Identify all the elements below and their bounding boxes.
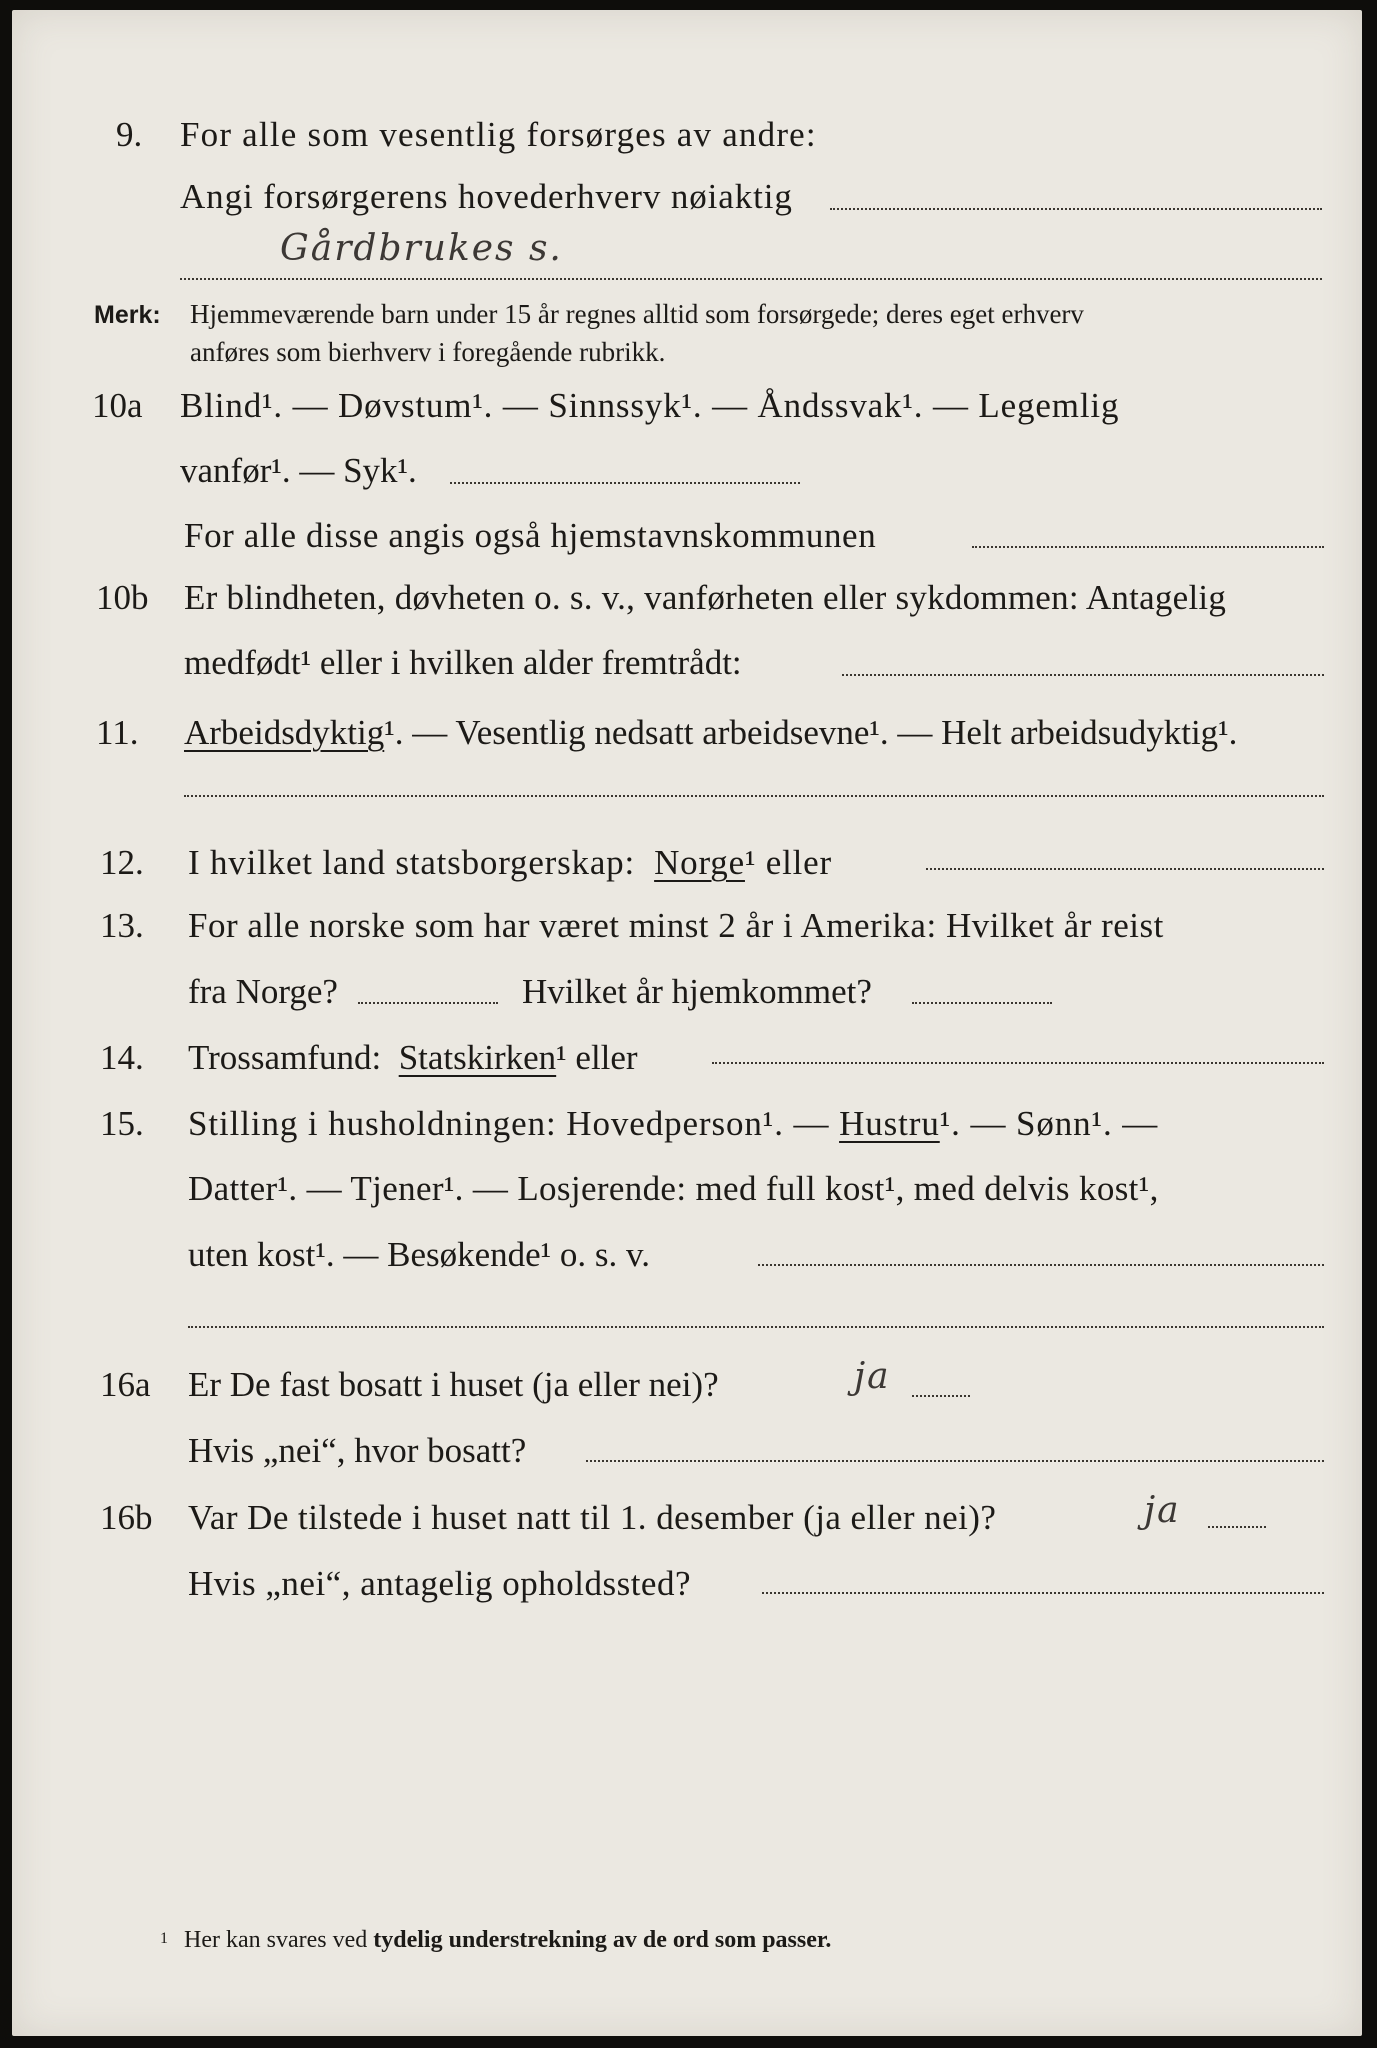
q16b-line2-dotline bbox=[762, 1592, 1324, 1594]
q9-answer-dotline bbox=[830, 208, 1322, 210]
merk-label-text: Merk: bbox=[94, 301, 161, 329]
q10b-number: 10b bbox=[96, 578, 149, 617]
q10a-line1: Blind¹. — Døvstum¹. — Sinnssyk¹. — Åndssvak¹. — Legemlig bbox=[180, 386, 1120, 425]
footnote-text-b: tydelig understrekning av de ord som passer. bbox=[373, 1927, 832, 1953]
q10a-line2-dotline bbox=[450, 482, 800, 484]
q12-line1 bbox=[188, 842, 832, 884]
q14-question: Trossamfund: bbox=[188, 1038, 382, 1077]
footnote-text-a: Her kan svares ved bbox=[184, 1927, 368, 1953]
q11-line1-rest: ¹. — Vesentlig nedsatt arbeidsevne¹. — Helt arbeidsudyktig¹. bbox=[384, 713, 1238, 752]
q12-dotline bbox=[926, 868, 1324, 870]
q10b-line2-dotline bbox=[842, 674, 1324, 676]
q16a-line1: Er De fast bosatt i huset (ja eller nei)? bbox=[188, 1365, 719, 1404]
q14-underlined-statskirken: Statskirken bbox=[398, 1038, 557, 1077]
q10a-line3: For alle disse angis også hjemstavnskommunen bbox=[184, 516, 877, 555]
q16a-handwritten-answer: ja bbox=[854, 1356, 891, 1397]
q9-number: 9. bbox=[116, 115, 143, 154]
q15-underlined-hustru: Hustru bbox=[839, 1104, 940, 1143]
q12-underlined-norge: Norge bbox=[654, 843, 745, 882]
merk-label bbox=[94, 297, 161, 332]
q10b-line2: medfødt¹ eller i hvilken alder fremtrådt: bbox=[184, 643, 742, 682]
q16b-line2: Hvis „nei“, antagelig opholdssted? bbox=[188, 1564, 691, 1603]
q9-handwritten-answer: Gårdbrukes s. bbox=[280, 228, 563, 269]
q13-line1: For alle norske som har været minst 2 år i Amerika: Hvilket år reist bbox=[188, 906, 1164, 945]
q16b-answer-dotline bbox=[1208, 1526, 1266, 1528]
q11-underlined-arbeidsdyktig: Arbeidsdyktig bbox=[184, 713, 385, 752]
q14-eller: ¹ eller bbox=[556, 1038, 638, 1077]
q13-hjemkommet-dotline bbox=[912, 1002, 1052, 1004]
q16b-handwritten-answer: ja bbox=[1144, 1490, 1181, 1531]
q15-line1-start: Stilling i husholdningen: Hovedperson¹. — bbox=[188, 1104, 830, 1143]
merk-line2: anføres som bierhverv i foregående rubrikk. bbox=[190, 337, 666, 367]
q16a-line2-dotline bbox=[586, 1460, 1324, 1462]
q16a-line2: Hvis „nei“, hvor bosatt? bbox=[188, 1431, 527, 1470]
q10a-line3-dotline bbox=[972, 546, 1324, 548]
q10a-line2: vanfør¹. — Syk¹. bbox=[180, 451, 417, 490]
census-form-page bbox=[12, 10, 1362, 2036]
q10a-number: 10a bbox=[92, 386, 143, 425]
q13-number: 13. bbox=[100, 906, 144, 945]
q13-reist-dotline bbox=[358, 1002, 498, 1004]
q12-number: 12. bbox=[100, 843, 144, 882]
q9-line1: For alle som vesentlig forsørges av andre: bbox=[180, 115, 817, 154]
q10b-line1: Er blindheten, døvheten o. s. v., vanførheten eller sykdommen: Antagelig bbox=[184, 578, 1227, 617]
q12-question: I hvilket land statsborgerskap: bbox=[188, 843, 635, 882]
q16a-number: 16a bbox=[100, 1365, 151, 1404]
q15-line1 bbox=[188, 1103, 1158, 1145]
q11-number: 11. bbox=[96, 713, 139, 752]
q11-answer-line bbox=[184, 795, 1324, 797]
q13-line2b: Hvilket år hjemkommet? bbox=[522, 972, 872, 1011]
q16a-answer-dotline bbox=[912, 1395, 970, 1397]
q16b-number: 16b bbox=[100, 1498, 153, 1537]
q15-line3: uten kost¹. — Besøkende¹ o. s. v. bbox=[188, 1235, 651, 1274]
q15-line3-dotline bbox=[758, 1264, 1324, 1266]
q14-number: 14. bbox=[100, 1038, 144, 1077]
q12-eller: ¹ eller bbox=[744, 843, 832, 882]
q14-dotline bbox=[712, 1062, 1324, 1064]
q13-line2a: fra Norge? bbox=[188, 972, 338, 1011]
q15-line1-end: ¹. — Sønn¹. — bbox=[939, 1104, 1159, 1143]
q14-line1 bbox=[188, 1037, 638, 1079]
q9-line2: Angi forsørgerens hovederhverv nøiaktig bbox=[180, 177, 793, 216]
q15-line2: Datter¹. — Tjener¹. — Losjerende: med full kost¹, med delvis kost¹, bbox=[188, 1169, 1159, 1208]
q11-line1 bbox=[184, 712, 1237, 754]
footnote-marker: 1 bbox=[160, 1930, 168, 1947]
q15-number: 15. bbox=[100, 1104, 144, 1143]
q16b-line1: Var De tilstede i huset natt til 1. desember (ja eller nei)? bbox=[188, 1498, 997, 1537]
q15-answer-line bbox=[188, 1326, 1324, 1328]
q9-answer-line bbox=[180, 278, 1322, 280]
footnote-text bbox=[184, 1927, 831, 1954]
merk-line1: Hjemmeværende barn under 15 år regnes alltid som forsørgede; deres eget erhverv bbox=[190, 299, 1084, 329]
